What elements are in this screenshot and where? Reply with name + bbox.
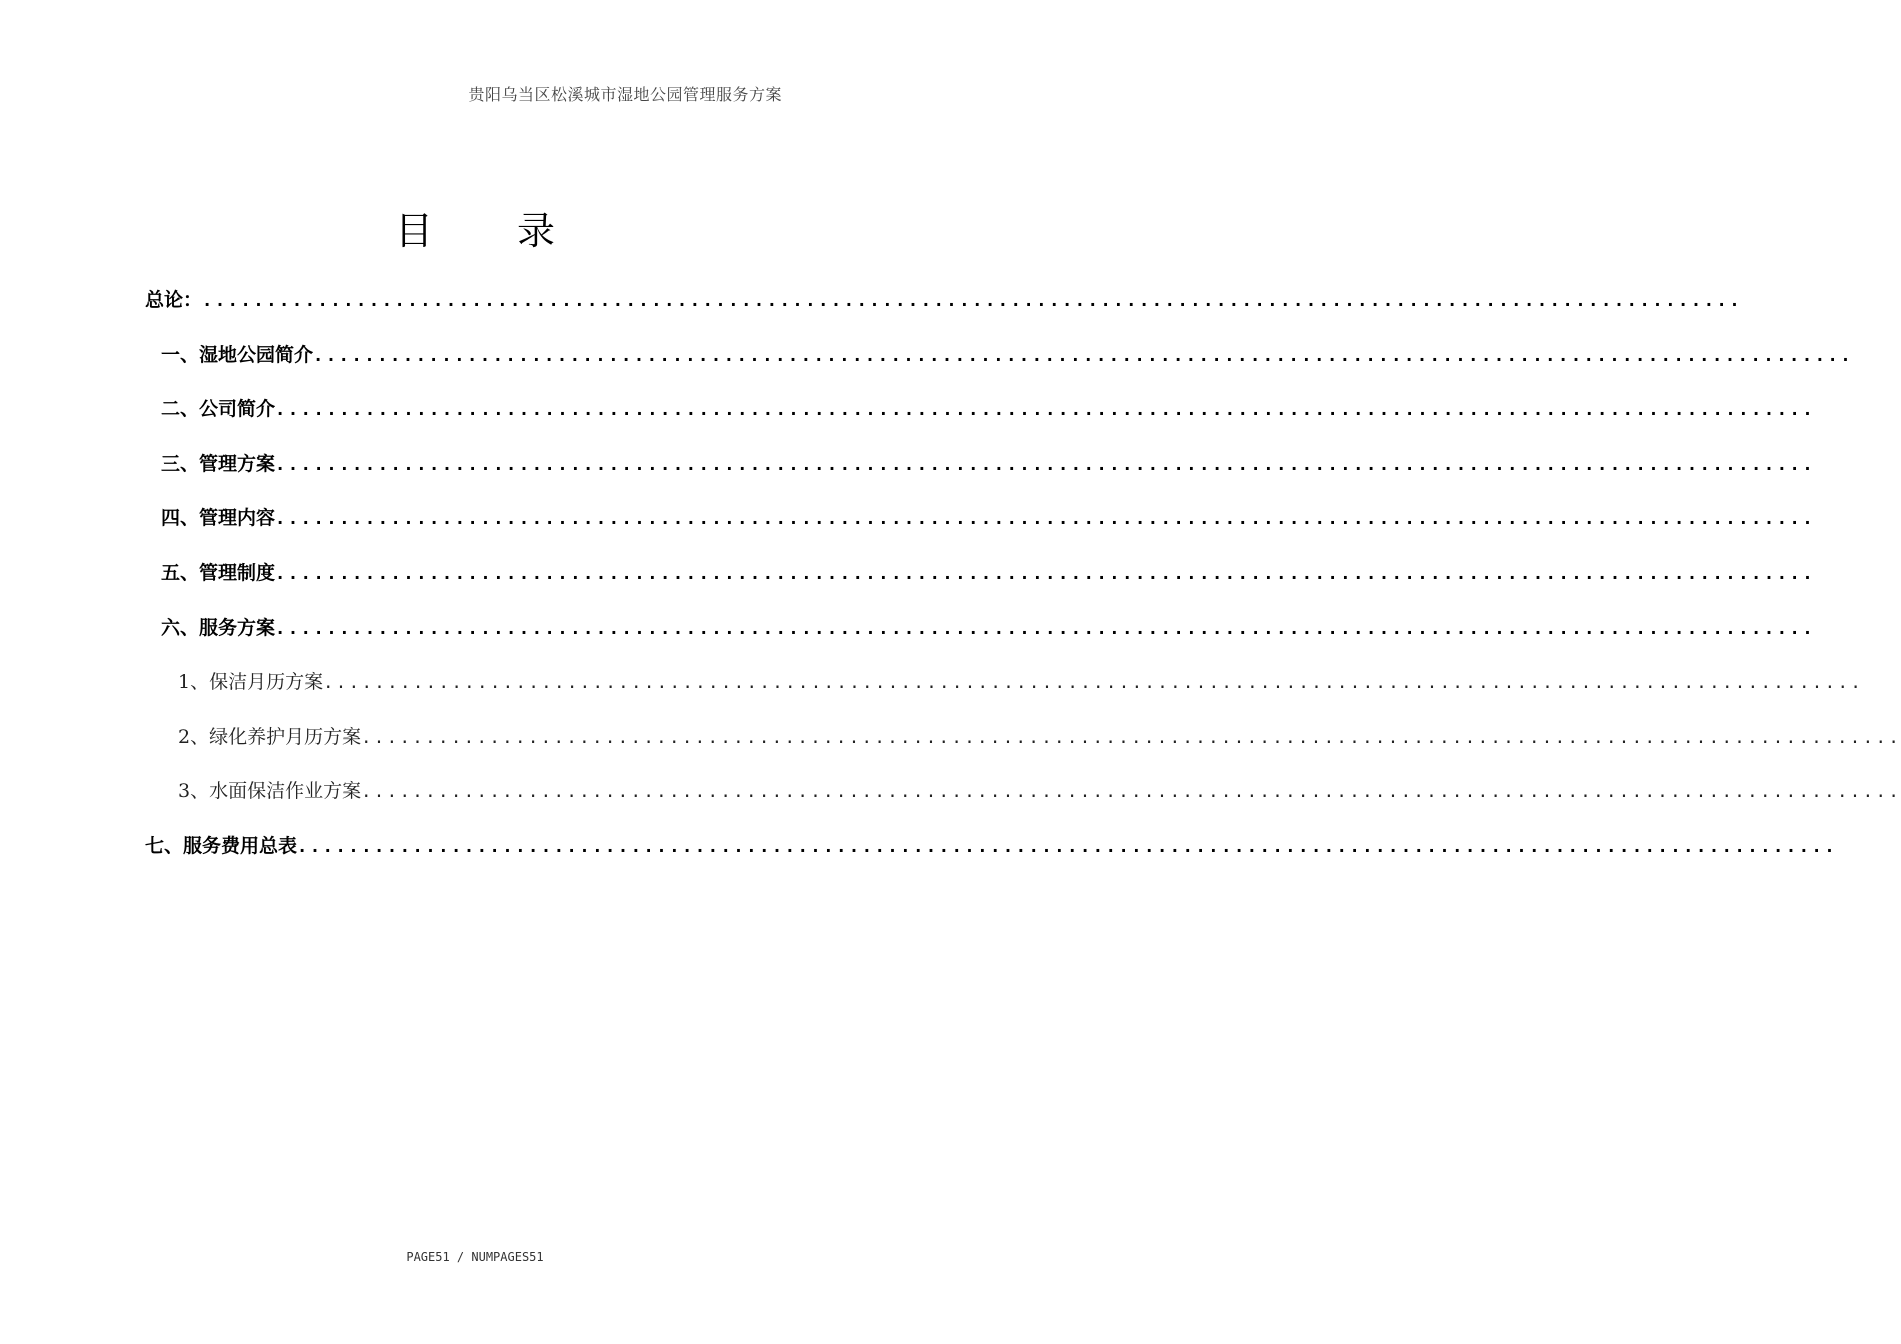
toc-entry-label: 七、服务费用总表 xyxy=(145,834,298,857)
toc-leader-dots: ........................................................................................................................ xyxy=(275,509,1816,530)
toc-entry[interactable] xyxy=(145,504,1816,559)
toc-entry[interactable] xyxy=(145,559,1816,614)
toc-entry-label: 四、管理内容 xyxy=(161,507,276,530)
table-of-contents xyxy=(145,286,1901,887)
toc-entry[interactable] xyxy=(145,723,1901,778)
toc-entry[interactable] xyxy=(145,668,1864,723)
toc-entry[interactable] xyxy=(145,450,1816,505)
toc-entry-label: 2、绿化养护月历方案 xyxy=(178,725,362,748)
toc-leader-dots: ........................................................................................................................ xyxy=(297,836,1838,857)
toc-entry-label: 总论： xyxy=(145,289,203,311)
toc-leader-dots: ........................................................................................................................ xyxy=(275,618,1816,639)
toc-leader-dots: ........................................................................................................................ xyxy=(202,291,1743,311)
toc-entry-label: 三、管理方案 xyxy=(161,452,276,475)
toc-entry[interactable] xyxy=(145,777,1901,832)
toc-entry[interactable] xyxy=(145,341,1854,396)
toc-entry-label: 一、湿地公园简介 xyxy=(161,343,314,366)
running-header: 贵阳乌当区松溪城市湿地公园管理服务方案 xyxy=(468,85,782,104)
toc-entry-label: 五、管理制度 xyxy=(161,561,276,584)
toc-entry[interactable] xyxy=(145,286,1743,341)
toc-leader-dots: ........................................................................................................................ xyxy=(313,345,1854,366)
toc-entry[interactable] xyxy=(145,832,1838,887)
toc-leader-dots: ........................................................................................................................ xyxy=(361,782,1901,803)
toc-leader-dots: ........................................................................................................................ xyxy=(323,673,1864,694)
toc-entry-label: 3、水面保洁作业方案 xyxy=(178,780,362,803)
toc-title: 目 录 xyxy=(394,209,592,253)
toc-leader-dots: ........................................................................................................................ xyxy=(361,727,1901,748)
toc-entry-label: 1、保洁月历方案 xyxy=(178,671,324,694)
toc-entry-label: 六、服务方案 xyxy=(161,616,276,639)
toc-leader-dots: ........................................................................................................................ xyxy=(275,454,1816,475)
toc-entry[interactable] xyxy=(145,395,1816,450)
page-footer: PAGE51 / NUMPAGES51 xyxy=(406,1250,544,1264)
toc-leader-dots: ........................................................................................................................ xyxy=(275,400,1816,421)
toc-entry-label: 二、公司简介 xyxy=(161,398,276,421)
toc-leader-dots: ........................................................................................................................ xyxy=(275,563,1816,584)
toc-entry[interactable] xyxy=(145,614,1816,669)
